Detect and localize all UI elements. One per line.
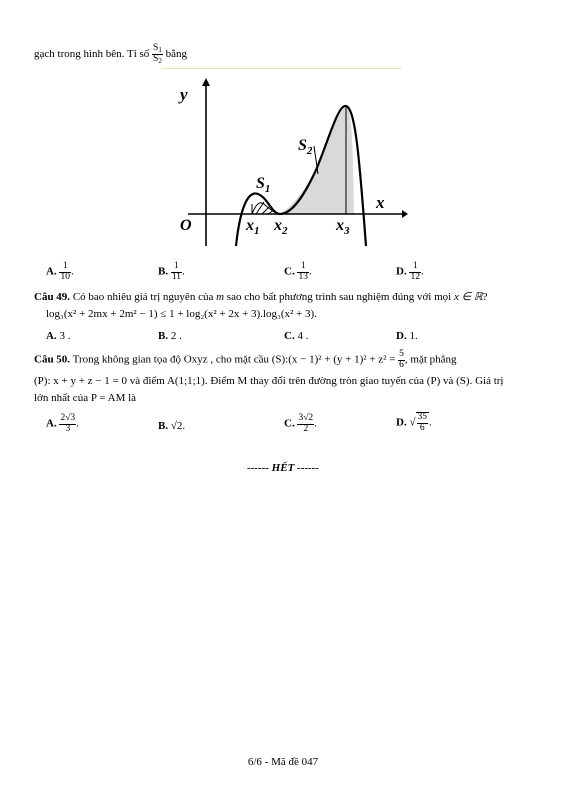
q48-figure bbox=[168, 78, 408, 248]
origin-label: O bbox=[180, 217, 192, 234]
q49-option-a[interactable]: A. 3 . bbox=[46, 330, 71, 342]
highlight-line bbox=[162, 68, 402, 69]
q49-inequality: log₃(x² + 2mx + 2m² − 1) ≤ 1 + log₂(x² + 2x + 3).log₃(x² + 3). bbox=[46, 308, 317, 320]
q48-option-b[interactable]: B. $\frac{1}{11}$ . bbox=[158, 261, 185, 282]
x2-label: $x_2$ bbox=[274, 217, 288, 237]
end-marker: ------ HẾT ------ bbox=[246, 462, 320, 474]
s2-label: $S_2$ bbox=[298, 137, 313, 157]
q49-stem: Câu 49. Có bao nhiêu giá trị nguyên của m sao cho bất phương trình sau nghiệm đúng với mọi x ∈ ℝ? bbox=[34, 291, 488, 303]
q48-intro-text: gạch trong hình bên. Tỉ số bbox=[34, 48, 150, 61]
q49-option-d[interactable]: D. 1. bbox=[396, 330, 418, 342]
s1-label: $S_1$ bbox=[256, 175, 271, 195]
q50-stem-line3: lớn nhất của P = AM là bbox=[34, 392, 137, 404]
q49-option-b[interactable]: B. 2 . bbox=[158, 330, 182, 342]
q50-stem-line1: Câu 50. Trong không gian tọa độ Oxyz , cho mặt cầu (S):(x − 1)² + (y + 1)² + z² = $\frac{5}{6}$ , mặt phẳng bbox=[34, 349, 457, 370]
q48-ratio: $\frac{S_1}{S_2}$ bbox=[153, 43, 162, 65]
q50-option-d[interactable]: D. √ $\frac{35}{6}$ . bbox=[396, 412, 432, 433]
q49-option-c[interactable]: C. 4 . bbox=[284, 330, 309, 342]
x3-label: $x_3$ bbox=[336, 217, 350, 237]
q50-option-c[interactable]: C. $\frac{3√2}{2}$ . bbox=[284, 413, 317, 434]
q48-option-d[interactable]: D. $\frac{1}{12}$ . bbox=[396, 261, 424, 282]
x-axis-label: x bbox=[376, 193, 385, 212]
y-axis-label: y bbox=[180, 85, 188, 104]
q49-label: Câu 49. bbox=[34, 291, 71, 303]
page-footer: 6/6 - Mã đề 047 bbox=[247, 756, 319, 768]
q50-label: Câu 50. bbox=[34, 353, 71, 366]
q48-intro-end: bằng bbox=[165, 48, 187, 61]
q50-option-a[interactable]: A. $\frac{2√3}{3}$ . bbox=[46, 413, 79, 434]
q48-intro bbox=[34, 44, 187, 65]
q50-option-b[interactable]: B. √2. bbox=[158, 420, 186, 432]
s2-shaded-region bbox=[280, 106, 354, 214]
q48-option-c[interactable]: C. $\frac{1}{13}$ . bbox=[284, 261, 312, 282]
q48-option-a[interactable]: A. $\frac{1}{10}$ . bbox=[46, 261, 74, 282]
q50-stem-line2: (P): x + y + z − 1 = 0 và điểm A(1;1;1). Điểm M thay đổi trên đường tròn giao tuyến của (P) và (S). Giá trị bbox=[34, 375, 504, 387]
x1-label: $x_1$ bbox=[246, 217, 260, 237]
